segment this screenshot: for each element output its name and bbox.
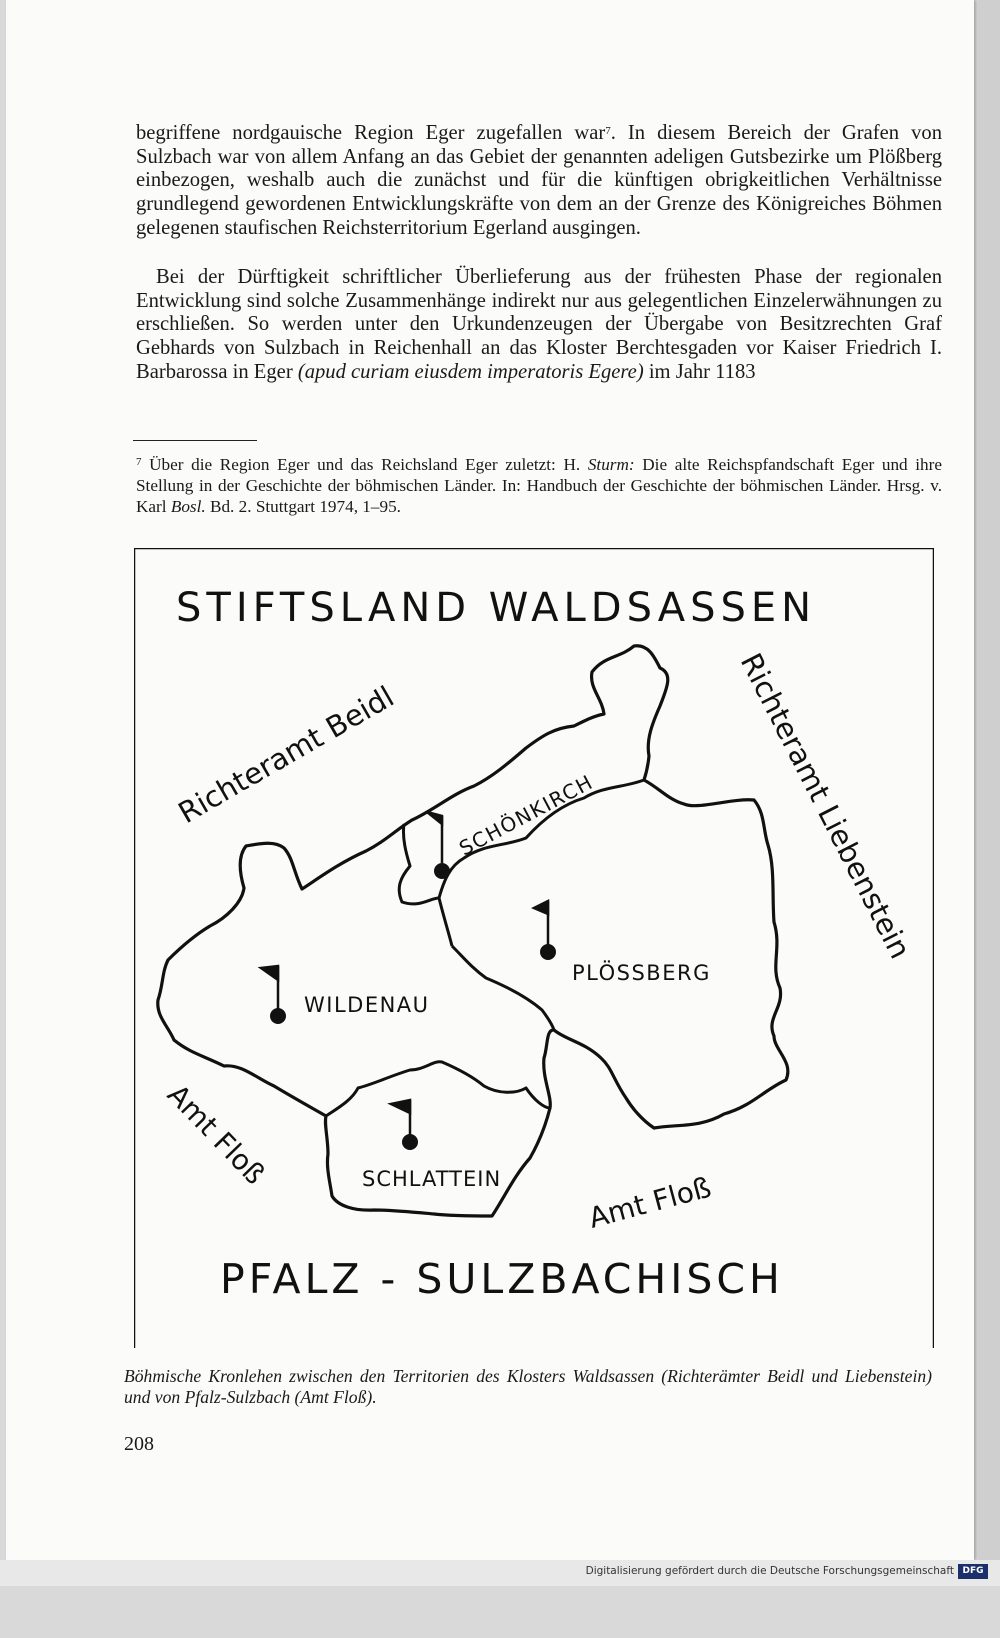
footnote-text: Über die Region Eger und das Reichsland Eger zuletzt: H. [141,455,588,474]
footnote-reference[interactable]: 7 [605,125,611,137]
map-title-bottom: PFALZ - SULZBACHISCH [220,1255,784,1303]
label-wildenau: WILDENAU [304,993,430,1017]
border-schoenkirch-wildenau [399,824,439,904]
figure-caption: Böhmische Kronlehen zwischen den Territorien des Klosters Waldsassen (Richterämter Beidl und Liebenstein) und von Pfalz-Sulzbach (Amt Floß). [124,1366,932,1407]
map-svg [134,548,934,1348]
label-richteramt-beidl: Richteramt Beidl [172,679,400,831]
latin-quote: (apud curiam eiusdem imperatoris Egere) [297,360,644,383]
footnote-author: Sturm: [587,455,635,474]
label-schoenkirch: SCHÖNKIRCH [455,769,598,861]
border-wildenau-ploessberg [452,946,554,1030]
paragraph-text: Bei der Dürftigkeit schriftlicher Überlieferung aus der frühesten Phase der regionalen Entwicklung sind solche Zusammenhänge indirekt nur aus gelegentlichen Einzelerwähnungen zu erschließen. So werden unter den Urkundenzeugen der Übergabe von Besitzrechten Graf Gebhards von Sulzbach in Reichenhall an das Kloster Berchtesgaden vor Kaiser Friedrich I. Barbarossa in Eger [136,266,942,383]
label-richteramt-liebenstein: Richteramt Liebenstein [733,647,918,965]
footnote-editor: Bosl. [170,497,206,516]
hand-drawn-map [134,548,934,1638]
label-ploessberg: PLÖSSBERG [572,961,711,985]
page-number: 208 [124,1433,154,1455]
flag-icon [534,901,556,960]
label-schlattein: SCHLATTEIN [362,1167,502,1191]
paragraph-text: im Jahr 1183 [643,360,756,383]
footnote-divider [133,440,257,441]
border-wildenau-schlattein [326,1062,550,1116]
flag-icon [391,1100,418,1150]
book-page [6,0,974,1560]
label-amt-floss-right: Amt Floß [585,1170,715,1235]
footnote-text: Die alte Reichspfandschaft Eger und ihre Stellung in der Geschichte der böhmischen Länder. In: Handbuch der Geschichte der böhmischen Länder. Hrsg. v. Karl [136,455,943,516]
map-frame [134,548,934,1348]
footnote-text: Bd. 2. Stuttgart 1974, 1–95. [205,497,401,516]
footnote [136,454,942,517]
territory-outline [158,646,788,1216]
paragraph-text: . In diesem Bereich der Grafen von Sulzbach war von allem Anfang an das Gebiet der genannten adeligen Gutsbezirke um Plößberg einbezogen, weshalb auch die zunächst und für die künftigen obrigkeitlichen Verhältnisse grundlegend gewordenen Entwicklungskräfte von dem an der Grenze des Königreiches Böhmen gelegenen staufischen Reichsterritorium Egerland ausgingen. [136,122,942,239]
body-paragraph-2 [136,266,942,385]
scan-edge [978,0,1000,1560]
flag-icon [261,966,286,1024]
flag-icon [427,812,450,879]
label-amt-floss-left: Amt Floß [160,1077,272,1191]
map-title-top: STIFTSLAND WALDSASSEN [176,585,817,631]
dfg-logo[interactable]: DFG [958,1564,988,1579]
footnote-number: 7 [136,456,142,468]
body-paragraph-1 [136,122,942,241]
digitization-credit: Digitalisierung gefördert durch die Deutsche Forschungsgemeinschaft [585,1565,954,1577]
paragraph-text: begriffene nordgauische Region Eger zugefallen war [136,122,606,144]
